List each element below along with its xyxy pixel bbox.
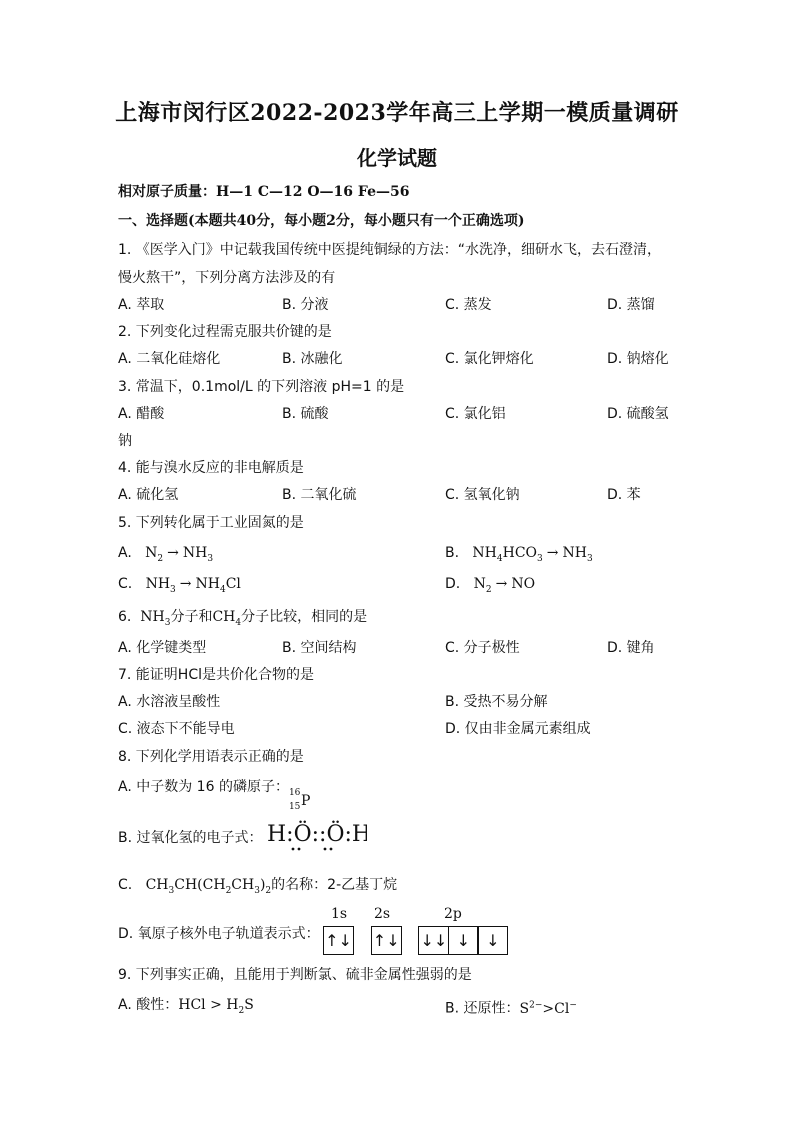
q5-option-b: B. $NH_4HCO_3 \to NH_3$ [445, 545, 593, 564]
orbital-label-1s: 1s [331, 906, 348, 922]
q1-stem-line2: 慢火熬干”，下列分离方法涉及的有 [118, 270, 336, 286]
q4-option-a: A. 硫化氢 [118, 487, 179, 503]
svg-text:H:Ö::Ö:H: H:Ö::Ö:H [267, 822, 367, 847]
q7-option-b: B. 受热不易分解 [445, 694, 548, 710]
q5-option-a: A. $N_2 \to NH_3$ [118, 545, 214, 564]
q5-option-c: C. $NH_3 \to NH_4Cl$ [118, 576, 241, 595]
q3-option-d-continued: 钠 [118, 433, 132, 449]
q4-option-b: B. 二氧化硫 [282, 487, 357, 503]
q8-option-a: A. 中子数为 16 的磷原子： 16 15 P [118, 779, 311, 812]
q5-option-d: D. $N_2$ → NO [445, 576, 536, 595]
q4-option-c: C. 氢氧化钠 [445, 487, 520, 503]
q2-option-a: A. 二氧化硅熔化 [118, 351, 221, 367]
q1-option-a: A. 萃取 [118, 297, 165, 313]
q2-option-d: D. 钠熔化 [607, 351, 669, 367]
orbital-label-2s: 2s [374, 906, 391, 922]
q9-option-a: A. 酸性：HCl > $H_2S$ [118, 997, 254, 1016]
orbital-box-2s: ↑↓ [371, 926, 402, 955]
q2-option-b: B. 冰融化 [282, 351, 343, 367]
q7-option-a: A. 水溶液呈酸性 [118, 694, 221, 710]
q8-option-c: C. $CH_3CH(CH_2CH_3)_2$的名称：2-乙基丁烷 [118, 877, 398, 896]
q7-option-d: D. 仅由非金属元素组成 [445, 721, 591, 737]
q3-option-b: B. 硫酸 [282, 406, 329, 422]
q4-option-d: D. 苯 [607, 487, 641, 503]
q1-option-c: C. 蒸发 [445, 297, 492, 313]
q6-option-d: D. 键角 [607, 640, 655, 656]
orbital-box-2p-2: ↓ [448, 926, 479, 955]
q8-option-b: B. 过氧化氢的电子式： [118, 830, 263, 846]
atomic-mass-line: 相对原子质量：H—1 C—12 O—16 Fe—56 [118, 184, 410, 200]
q9-option-b: B. 还原性：$S^{2-}>Cl^-$ [445, 1000, 577, 1017]
page-title: 上海市闵行区2022-2023学年高三上学期一模质量调研 [115, 100, 679, 126]
q4-stem: 4. 能与溴水反应的非电解质是 [118, 460, 304, 476]
section-heading: 一、选择题(本题共40分，每小题2分，每小题只有一个正确选项) [118, 213, 525, 229]
q6-stem: 6. $NH_3$分子和$CH_4$分子比较，相同的是 [118, 609, 368, 628]
q5-stem: 5. 下列转化属于工业固氮的是 [118, 515, 304, 531]
orbital-box-1s: ↑↓ [323, 926, 354, 955]
q3-stem: 3. 常温下，0.1mol/L 的下列溶液 pH=1 的是 [118, 379, 405, 395]
q8-option-d: D. 氧原子核外电子轨道表示式： [118, 926, 320, 942]
q3-option-a: A. 醋酸 [118, 406, 165, 422]
q3-option-d: D. 硫酸氢 [607, 406, 669, 422]
q7-stem: 7. 能证明HCl是共价化合物的是 [118, 667, 314, 683]
q8-stem: 8. 下列化学用语表示正确的是 [118, 749, 304, 765]
orbital-diagram [323, 926, 507, 955]
q7-option-c: C. 液态下不能导电 [118, 721, 235, 737]
q6-option-b: B. 空间结构 [282, 640, 357, 656]
page-subtitle: 化学试题 [357, 146, 437, 170]
q6-option-c: C. 分子极性 [445, 640, 520, 656]
q3-option-c: C. 氯化铝 [445, 406, 506, 422]
q2-option-c: C. 氯化钾熔化 [445, 351, 534, 367]
q1-option-d: D. 蒸馏 [607, 297, 655, 313]
orbital-box-2p-1: ↓↓ [418, 926, 449, 955]
q1-option-b: B. 分液 [282, 297, 329, 313]
q9-stem: 9. 下列事实正确，且能用于判断氯、硫非金属性强弱的是 [118, 967, 472, 983]
orbital-label-2p: 2p [444, 906, 462, 922]
q2-stem: 2. 下列变化过程需克服共价键的是 [118, 324, 332, 340]
orbital-box-2p-3: ↓ [477, 926, 508, 955]
q6-option-a: A. 化学键类型 [118, 640, 207, 656]
q1-stem-line1: 1. 《医学入门》中记载我国传统中医提纯铜绿的方法：“水洗净，细研水飞，去石澄清， [118, 242, 662, 258]
h2o2-electron-formula [267, 818, 367, 858]
